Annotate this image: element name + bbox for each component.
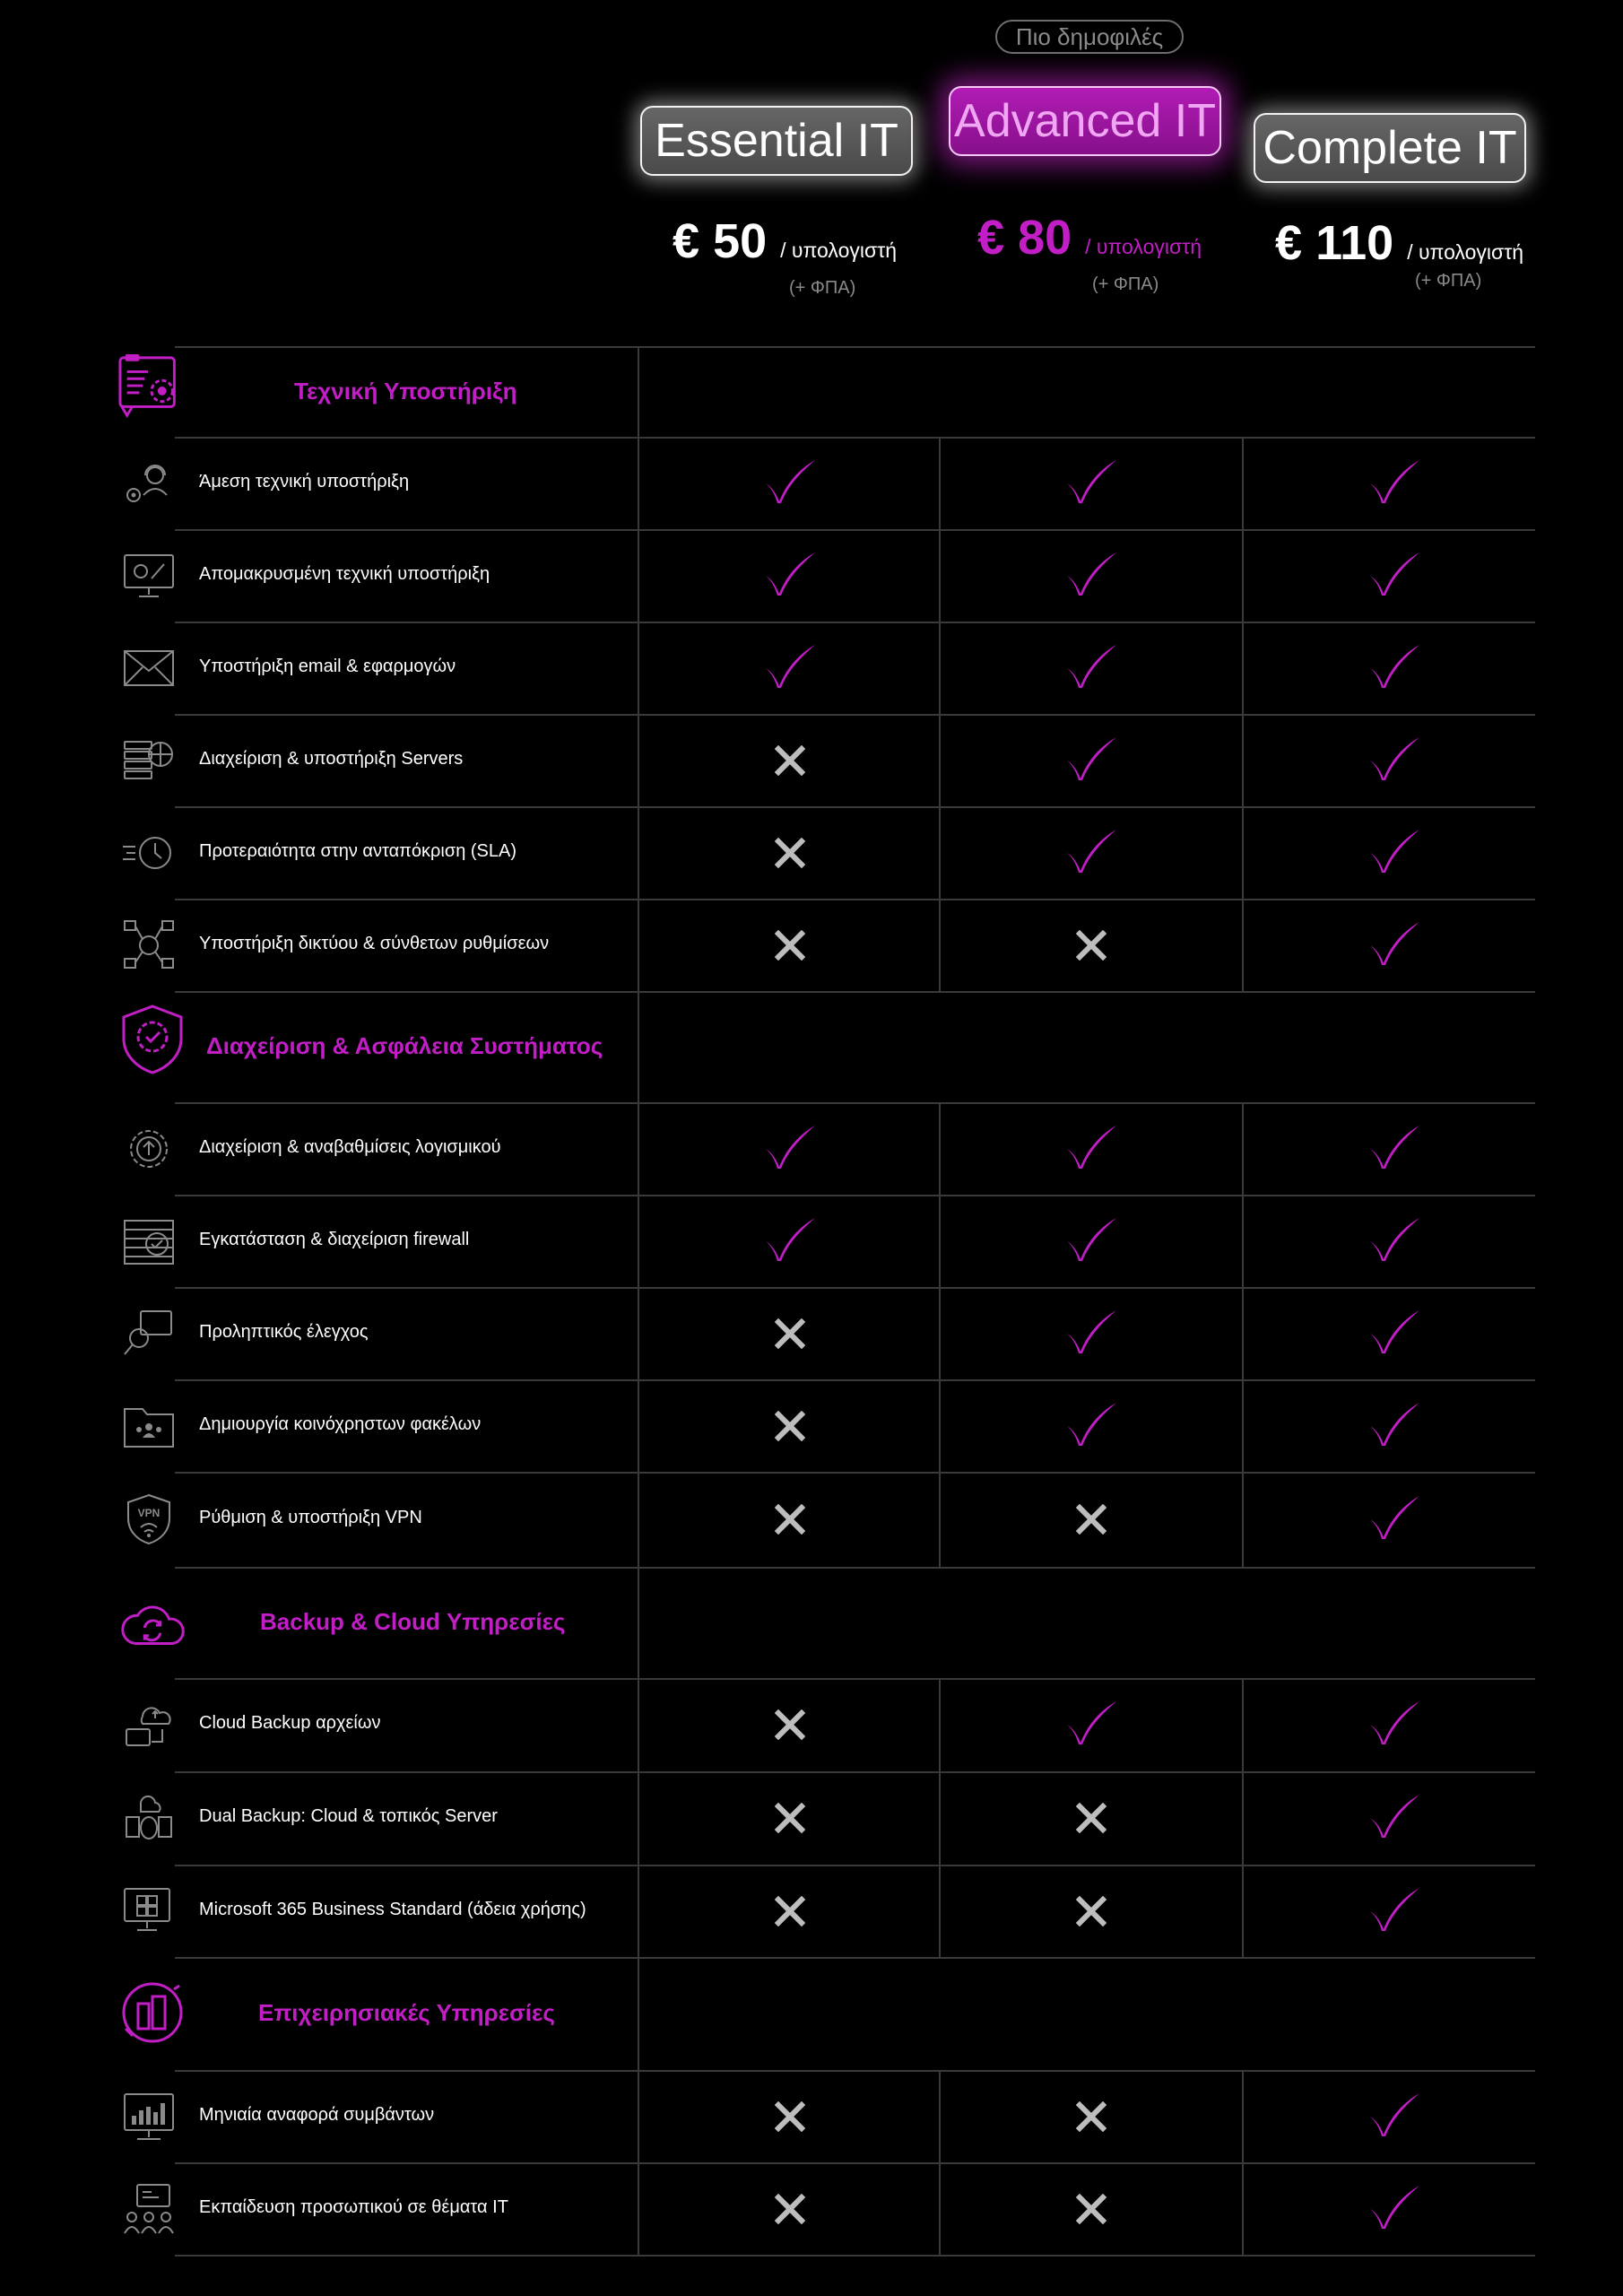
column-divider <box>1242 1102 1244 1195</box>
network-globe-icon <box>121 918 177 973</box>
cloud-backup-icon <box>121 1697 177 1752</box>
column-divider <box>939 1865 941 1957</box>
cross-icon <box>775 745 805 776</box>
check-icon <box>763 549 817 599</box>
check-icon <box>1064 1698 1118 1748</box>
row-line <box>175 991 1535 993</box>
feature-label: Εκπαίδευση προσωπικού σε θέματα IT <box>199 2197 508 2217</box>
check-icon <box>1367 1698 1421 1748</box>
svg-text:VPN: VPN <box>137 1507 161 1519</box>
envelope-icon <box>121 640 177 696</box>
column-divider <box>1242 529 1244 622</box>
fast-clock-icon <box>121 825 177 881</box>
cross-icon <box>775 2194 805 2224</box>
column-divider <box>939 2070 941 2162</box>
check-icon <box>763 457 817 507</box>
check-icon <box>1064 549 1118 599</box>
cross-icon <box>1076 1504 1107 1535</box>
column-divider <box>638 529 639 622</box>
section-title-3: Επιχειρησιακές Υπηρεσίες <box>258 1999 555 2026</box>
check-icon <box>1064 826 1118 876</box>
feature-label: Προτεραιότητα στην ανταπόκριση (SLA) <box>199 841 517 861</box>
cross-icon <box>775 1896 805 1926</box>
check-icon <box>1367 549 1421 599</box>
column-divider <box>1242 437 1244 529</box>
column-divider <box>939 1472 941 1567</box>
popular-badge: Πιο δημοφιλές <box>995 20 1184 54</box>
cross-icon <box>775 838 805 868</box>
check-icon <box>1367 1884 1421 1935</box>
column-divider <box>1242 1195 1244 1287</box>
feature-label: Διαχείριση & αναβαθμίσεις λογισμικού <box>199 1137 501 1157</box>
table-top-line <box>175 346 1535 348</box>
feature-label: Απομακρυσμένη τεχνική υποστήριξη <box>199 564 490 584</box>
check-icon <box>1367 1492 1421 1543</box>
plan-advanced-price <box>977 210 1202 265</box>
column-divider <box>638 1678 639 1771</box>
column-divider <box>638 2070 639 2162</box>
column-divider <box>1242 899 1244 991</box>
feature-label: Ρύθμιση & υποστήριξη VPN <box>199 1508 422 1527</box>
check-icon <box>1064 1399 1118 1449</box>
plan-essential-button[interactable]: Essential IT <box>640 106 913 176</box>
check-icon <box>1367 1791 1421 1841</box>
feature-label: Μηνιαία αναφορά συμβάντων <box>199 2105 435 2125</box>
check-icon <box>1367 1214 1421 1265</box>
check-icon <box>1064 641 1118 691</box>
training-icon <box>121 2181 177 2237</box>
row-line <box>175 2255 1535 2257</box>
feature-label: Cloud Backup αρχείων <box>199 1713 381 1733</box>
column-divider <box>939 1102 941 1195</box>
cross-icon <box>775 1803 805 1833</box>
cross-icon <box>775 2101 805 2132</box>
column-divider <box>638 437 639 529</box>
feature-label: Microsoft 365 Business Standard (άδεια χρήσης) <box>199 1900 586 1919</box>
shared-folder-icon <box>121 1398 177 1454</box>
cross-icon <box>775 1504 805 1535</box>
column-divider <box>939 1195 941 1287</box>
column-divider <box>638 1865 639 1957</box>
column-divider <box>939 1287 941 1379</box>
cross-icon <box>775 1318 805 1349</box>
currency-symbol: € <box>673 214 700 268</box>
price-unit: / υπολογιστή <box>1407 240 1524 264</box>
check-icon <box>1064 1122 1118 1172</box>
section-title-1: Διαχείριση & Ασφάλεια Συστήματος <box>206 1032 603 1059</box>
column-divider <box>939 899 941 991</box>
price-amount: 50 <box>713 214 768 268</box>
column-divider <box>638 622 639 714</box>
column-divider <box>1242 1472 1244 1567</box>
price-amount: 80 <box>1018 211 1072 265</box>
remote-monitor-icon <box>121 548 177 604</box>
cross-icon <box>775 930 805 961</box>
check-icon <box>1064 1214 1118 1265</box>
column-divider <box>939 2162 941 2255</box>
windows-monitor-icon <box>121 1883 177 1939</box>
plan-complete-vat: (+ ΦΠΑ) <box>1415 271 1482 291</box>
table-row <box>175 1287 1535 1379</box>
column-divider <box>1242 714 1244 806</box>
column-divider <box>638 2162 639 2255</box>
headset-gear-icon <box>121 456 177 511</box>
column-divider <box>1242 2162 1244 2255</box>
cross-icon <box>1076 930 1107 961</box>
plan-complete-button[interactable]: Complete IT <box>1254 113 1526 183</box>
column-divider <box>939 622 941 714</box>
vpn-shield-icon <box>121 1492 177 1547</box>
column-divider <box>638 899 639 991</box>
row-line <box>175 1957 1535 1959</box>
column-divider <box>939 437 941 529</box>
section-divider <box>638 1567 639 1678</box>
price-unit: / υπολογιστή <box>1085 235 1202 258</box>
plan-complete-price <box>1275 215 1523 271</box>
column-divider <box>1242 622 1244 714</box>
section-divider <box>638 991 639 1102</box>
cross-icon <box>775 1709 805 1740</box>
check-icon <box>1367 918 1421 969</box>
plan-essential-vat: (+ ΦΠΑ) <box>789 278 856 298</box>
row-line <box>175 1567 1535 1569</box>
column-divider <box>1242 2070 1244 2162</box>
column-divider <box>638 1102 639 1195</box>
check-icon <box>1367 2182 1421 2232</box>
price-unit: / υπολογιστή <box>780 239 898 262</box>
column-divider <box>1242 1771 1244 1865</box>
feature-label: Προληπτικός έλεγχος <box>199 1322 369 1342</box>
currency-symbol: € <box>1275 216 1303 270</box>
check-icon <box>1367 457 1421 507</box>
plan-advanced-vat: (+ ΦΠΑ) <box>1092 274 1159 294</box>
column-divider <box>1242 1865 1244 1957</box>
check-icon <box>763 1214 817 1265</box>
check-icon <box>1064 457 1118 507</box>
plan-advanced-button[interactable]: Advanced IT <box>949 86 1221 156</box>
feature-label: Εγκατάσταση & διαχείριση firewall <box>199 1230 470 1249</box>
column-divider <box>638 714 639 806</box>
server-globe-icon <box>121 733 177 788</box>
section-divider <box>638 346 639 437</box>
section-title-0: Τεχνική Υποστήριξη <box>294 378 517 404</box>
check-icon <box>1367 641 1421 691</box>
feature-label: Dual Backup: Cloud & τοπικός Server <box>199 1806 498 1826</box>
business-globe-icon <box>117 1977 188 2048</box>
gear-upload-icon <box>121 1121 177 1177</box>
cross-icon <box>1076 2101 1107 2132</box>
cross-icon <box>1076 1896 1107 1926</box>
column-divider <box>638 1472 639 1567</box>
plan-essential-price <box>673 213 897 269</box>
feature-label: Δημιουργία κοινόχρηστων φακέλων <box>199 1414 482 1434</box>
feature-label: Υποστήριξη δικτύου & σύνθετων ρυθμίσεων <box>199 934 550 953</box>
column-divider <box>1242 1379 1244 1472</box>
feature-label: Υποστήριξη email & εφαρμογών <box>199 657 456 676</box>
check-icon <box>1367 734 1421 784</box>
magnifier-screen-icon <box>121 1306 177 1361</box>
support-panel-icon <box>117 352 187 422</box>
column-divider <box>1242 1678 1244 1771</box>
cloud-sync-icon <box>117 1591 187 1661</box>
column-divider <box>939 1678 941 1771</box>
column-divider <box>638 806 639 899</box>
check-icon <box>1367 1307 1421 1357</box>
section-title-2: Backup & Cloud Υπηρεσίες <box>260 1608 566 1635</box>
price-amount: 110 <box>1315 216 1394 270</box>
dual-backup-icon <box>121 1790 177 1846</box>
shield-gear-icon <box>117 1003 188 1074</box>
report-chart-icon <box>121 2089 177 2144</box>
column-divider <box>939 1771 941 1865</box>
check-icon <box>1367 826 1421 876</box>
column-divider <box>939 714 941 806</box>
column-divider <box>638 1771 639 1865</box>
check-icon <box>1367 1122 1421 1172</box>
cross-icon <box>775 1411 805 1441</box>
currency-symbol: € <box>977 211 1005 265</box>
column-divider <box>939 1379 941 1472</box>
column-divider <box>638 1195 639 1287</box>
check-icon <box>1064 734 1118 784</box>
cross-icon <box>1076 2194 1107 2224</box>
column-divider <box>939 529 941 622</box>
check-icon <box>763 1122 817 1172</box>
check-icon <box>1367 1399 1421 1449</box>
column-divider <box>1242 806 1244 899</box>
cross-icon <box>1076 1803 1107 1833</box>
feature-label: Άμεση τεχνική υποστήριξη <box>199 472 410 491</box>
feature-label: Διαχείριση & υποστήριξη Servers <box>199 749 464 769</box>
check-icon <box>763 641 817 691</box>
check-icon <box>1064 1307 1118 1357</box>
column-divider <box>638 1379 639 1472</box>
check-icon <box>1367 2090 1421 2140</box>
firewall-icon <box>121 1213 177 1269</box>
column-divider <box>638 1287 639 1379</box>
column-divider <box>939 806 941 899</box>
section-divider <box>638 1957 639 2070</box>
column-divider <box>1242 1287 1244 1379</box>
